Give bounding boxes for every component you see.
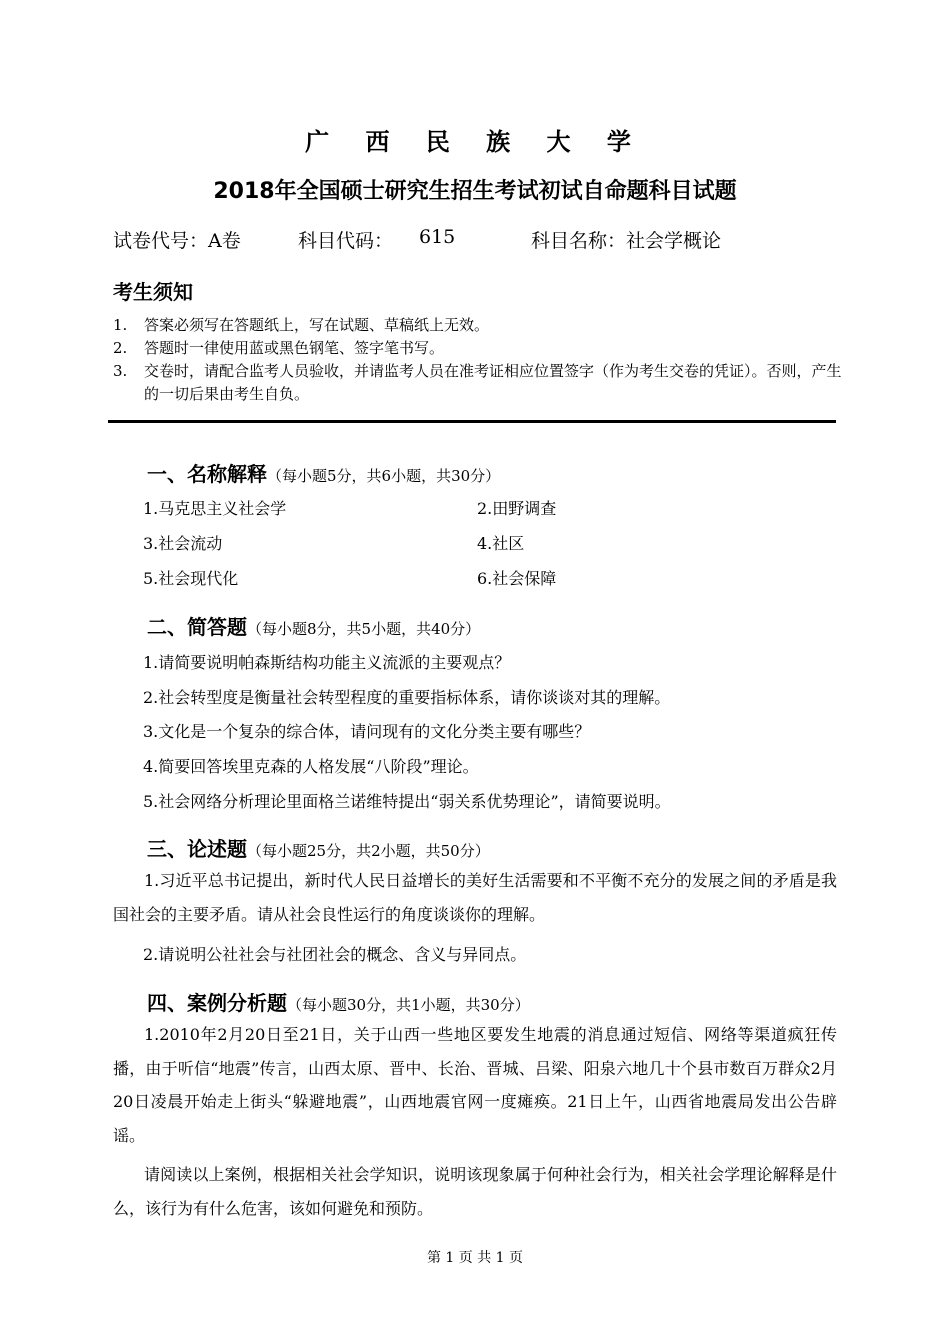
paper-code: 试卷代号：A卷 [113, 230, 241, 252]
section-title: 二、简答题 [147, 615, 247, 639]
section-title: 四、案例分析题 [147, 991, 287, 1015]
section-score: （每小题8分，共5小题，共40分） [247, 620, 481, 638]
school-name: 广 西 民 族 大 学 [305, 128, 645, 156]
notice-item-number: 3. [113, 362, 128, 380]
subject-code-label: 科目代码： [298, 230, 394, 252]
case-question: 请阅读以上案例，根据相关社会学知识，说明该现象属于何种社会行为，相关社会学理论解释是什么，该行为有什么危害，该如何避免和预防。 [113, 1165, 837, 1218]
question-item: 4.简要回答埃里克森的人格发展“八阶段”理论。 [143, 757, 479, 776]
section-title: 三、论述题 [147, 837, 247, 861]
section-heading [147, 458, 500, 487]
section-heading [147, 833, 490, 862]
page-number: 第 1 页 共 1 页 [426, 1250, 524, 1266]
question-item: 2.请说明公社社会与社团社会的概念、含义与异同点。 [143, 945, 527, 964]
exam-meta [113, 226, 833, 252]
question-item: 2.田野调查 [477, 499, 557, 518]
question-item: 4.社区 [477, 534, 525, 553]
question-item: 6.社会保障 [477, 569, 557, 588]
notice-heading: 考生须知 [113, 280, 193, 304]
notice-item [113, 337, 843, 360]
case-paragraph: 1.2010年2月20日至21日，关于山西一些地区要发生地震的消息通过短信、网络等渠道疯狂传播，由于听信“地震”传言，山西太原、晋中、长治、晋城、吕梁、阳泉六地几十个县市数百万群众2月20日凌晨开始走上街头“躲避地震”，山西地震官网一度瘫痪。21日上午，山西省地震局发出公告辟谣。 [113, 1025, 837, 1145]
question-item: 3.文化是一个复杂的综合体，请问现有的文化分类主要有哪些？ [143, 722, 591, 741]
question-item: 2.社会转型度是衡量社会转型程度的重要指标体系，请你谈谈对其的理解。 [143, 688, 671, 707]
section-heading [147, 987, 530, 1016]
section-title: 一、名称解释 [147, 462, 267, 486]
question-item: 5.社会网络分析理论里面格兰诺维特提出“弱关系优势理论”，请简要说明。 [143, 792, 671, 811]
subject-code: 615 [419, 226, 456, 248]
section-score: （每小题5分，共6小题，共30分） [267, 467, 501, 485]
divider-rule [108, 420, 836, 423]
section-score: （每小题30分，共1小题，共30分） [287, 996, 530, 1014]
question-item: 1.习近平总书记提出，新时代人民日益增长的美好生活需要和不平衡不充分的发展之间的矛盾是我国社会的主要矛盾。请从社会良性运行的角度谈谈你的理解。 [113, 871, 837, 924]
notice-item-text: 交卷时，请配合监考人员验收，并请监考人员在准考证相应位置签字（作为考生交卷的凭证）。否则，产生的一切后果由考生自负。 [144, 362, 842, 403]
notice-item-text: 答案必须写在答题纸上，写在试题、草稿纸上无效。 [144, 316, 490, 334]
section-heading [147, 611, 480, 640]
section-score: （每小题25分，共2小题，共50分） [247, 842, 490, 860]
notice-item-text: 答题时一律使用蓝或黑色钢笔、签字笔书写。 [144, 339, 445, 357]
notice-item-number: 1. [113, 316, 128, 334]
notice-item [113, 360, 843, 406]
notice-item-number: 2. [113, 339, 128, 357]
notice-list [113, 314, 843, 406]
exam-title: 2018年全国硕士研究生招生考试初试自命题科目试题 [213, 179, 737, 204]
question-item: 3.社会流动 [143, 534, 223, 553]
subject-name: 科目名称：社会学概论 [531, 230, 722, 252]
question-item: 1.马克思主义社会学 [143, 499, 287, 518]
notice-item [113, 314, 843, 337]
question-item: 1.请简要说明帕森斯结构功能主义流派的主要观点？ [143, 653, 511, 672]
question-item: 5.社会现代化 [143, 569, 239, 588]
